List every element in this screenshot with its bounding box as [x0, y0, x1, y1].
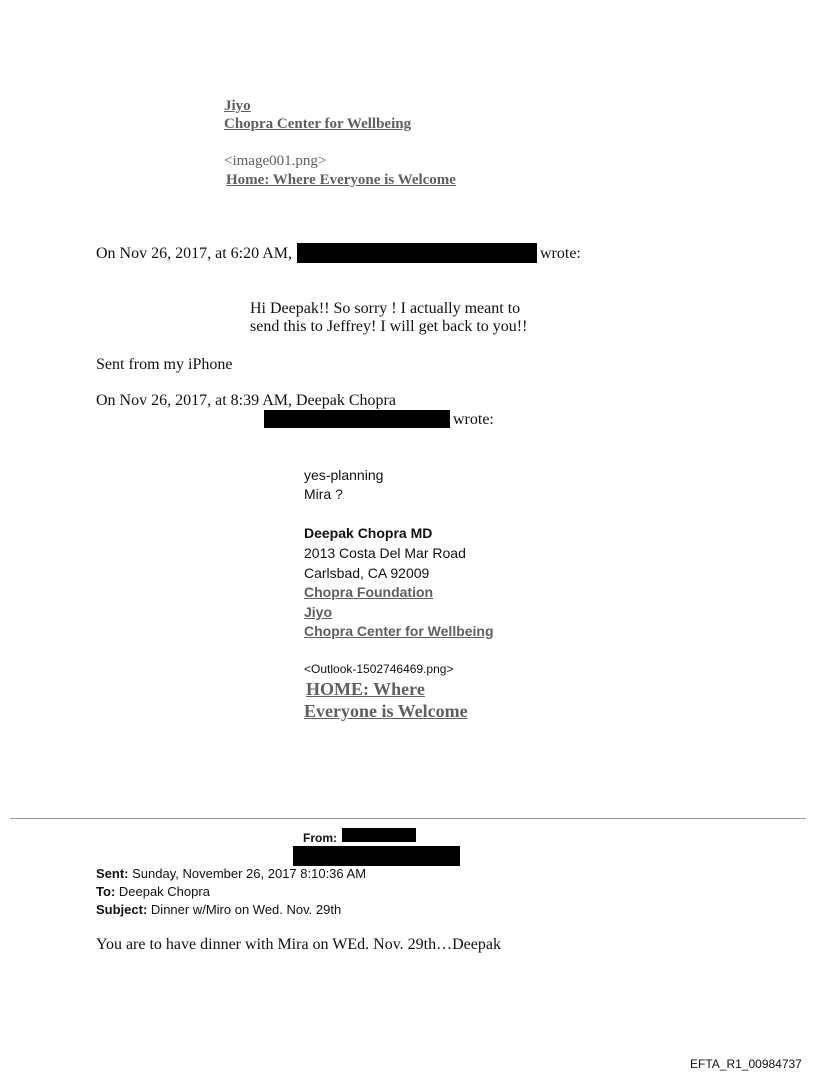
reply2-wrote: wrote: — [453, 411, 494, 428]
outlook-image-placeholder: <Outlook-1502746469.png> — [304, 662, 454, 676]
link-jiyo[interactable]: Jiyo — [224, 98, 251, 114]
sent-label: Sent: — [96, 866, 129, 881]
from-label: From: — [303, 831, 337, 845]
link-home-where[interactable]: HOME: Where — [306, 679, 425, 699]
sent-from-iphone: Sent from my iPhone — [96, 356, 233, 373]
sent-value: Sunday, November 26, 2017 8:10:36 AM — [132, 866, 367, 881]
to-value: Deepak Chopra — [118, 884, 210, 899]
link-chopra-foundation[interactable]: Chopra Foundation — [304, 584, 434, 600]
signature-address1: 2013 Costa Del Mar Road — [304, 545, 466, 561]
subject-label: Subject: — [96, 902, 148, 917]
original-body: You are to have dinner with Mira on WEd. Nov. 29th…Deepak — [96, 936, 501, 953]
reply1-header: On Nov 26, 2017, at 6:20 AM, — [96, 245, 292, 262]
link-chopra-center-signature[interactable]: Chopra Center for Wellbeing — [304, 623, 494, 639]
reply1-message-line1: Hi Deepak!! So sorry ! I actually meant to — [250, 300, 521, 317]
link-chopra-center[interactable]: Chopra Center for Wellbeing — [224, 116, 412, 132]
document-id: EFTA_R1_00984737 — [690, 1057, 802, 1071]
signature-address2: Carlsbad, CA 92009 — [304, 565, 430, 581]
redaction-box — [297, 243, 537, 263]
subject-value: Dinner w/Miro on Wed. Nov. 29th — [150, 902, 342, 917]
reply2-line1: yes-planning — [304, 467, 384, 483]
redaction-box — [293, 846, 460, 866]
reply2-header: On Nov 26, 2017, at 8:39 AM, Deepak Chopra — [96, 392, 396, 409]
subject-line — [96, 902, 341, 917]
redaction-box — [264, 410, 450, 428]
reply1-message-line2: send this to Jeffrey! I will get back to you!! — [250, 318, 528, 335]
link-everyone-welcome[interactable]: Everyone is Welcome — [304, 701, 468, 721]
link-home-welcome[interactable]: Home: Where Everyone is Welcome — [226, 172, 456, 188]
image-placeholder: <image001.png> — [224, 153, 327, 169]
redaction-box — [342, 828, 416, 842]
sent-line — [96, 866, 366, 881]
signature-name: Deepak Chopra MD — [304, 525, 433, 541]
to-line — [96, 884, 210, 899]
reply1-wrote: wrote: — [540, 245, 581, 262]
to-label: To: — [96, 884, 116, 899]
link-jiyo-signature[interactable]: Jiyo — [304, 604, 333, 620]
reply2-line2: Mira ? — [304, 486, 343, 502]
divider-rule — [10, 818, 806, 819]
